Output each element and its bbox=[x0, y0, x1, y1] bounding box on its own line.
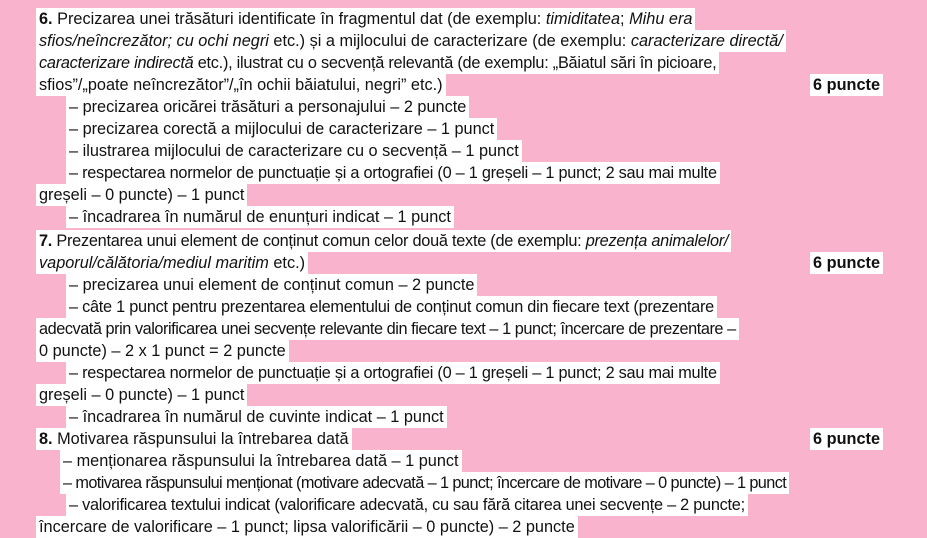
item7-criterion-cont: 0 puncte) – 2 x 1 punct = 2 puncte bbox=[36, 340, 883, 362]
item8-criterion: – menționarea răspunsului la întrebarea dată – 1 punct bbox=[60, 450, 883, 472]
item7-line2: vaporul/călătoria/mediul maritim etc.) 6 puncte bbox=[36, 252, 883, 274]
item7-criterion-cont: adecvată prin valorificarea unei secvențe relevante din fiecare text – 1 punct; încercare de prezentare – bbox=[36, 318, 883, 340]
item6-line3 bbox=[36, 52, 883, 74]
item6-criterion-cont: greșeli – 0 puncte) – 1 punct bbox=[36, 184, 883, 206]
item8-intro: Motivarea răspunsului la întrebarea dată bbox=[57, 430, 349, 448]
item7-example-b: vaporul/călătoria/mediul maritim bbox=[39, 254, 269, 272]
item7-criterion: – încadrarea în numărul de cuvinte indicat – 1 punct bbox=[66, 406, 883, 428]
item6-criterion: – precizarea corectă a mijlocului de caracterizare – 1 punct bbox=[66, 118, 883, 140]
item6-example-trait-1: timiditatea bbox=[545, 10, 621, 28]
item7-criterion-cont: greșeli – 0 puncte) – 1 punct bbox=[36, 384, 883, 406]
item7-example-a: prezența animalelor/ bbox=[585, 232, 729, 250]
item7-intro: Prezentarea unui element de conținut comun celor două texte (de exemplu: bbox=[56, 232, 582, 250]
item8-criterion: – motivarea răspunsului menționat (motivare adecvată – 1 punct; încercare de motivare – 0 puncte) – 1 punct bbox=[60, 472, 883, 494]
item6-points: 6 puncte bbox=[810, 74, 883, 96]
item6-criterion: – precizarea oricărei trăsături a personajului – 2 puncte bbox=[66, 96, 883, 118]
item6-line4 bbox=[36, 74, 883, 96]
item8-criterion-cont: încercare de valorificare – 1 punct; lipsa valorificării – 0 puncte) – 2 puncte bbox=[36, 516, 883, 538]
item6-example-trait-2a: Mihu era bbox=[629, 10, 693, 28]
item6-example-trait-2b: sfios/neîncrezător; cu ochi negri bbox=[39, 32, 269, 50]
item6-example-char-a: caracterizare directă/ bbox=[630, 32, 783, 50]
item6-line2 bbox=[36, 30, 883, 52]
item7-line1 bbox=[36, 230, 883, 252]
item6-criterion: – ilustrarea mijlocului de caracterizare cu o secvență – 1 punct bbox=[66, 140, 883, 162]
item7-criterion: – câte 1 punct pentru prezentarea elementului de conținut comun din fiecare text (prezentare bbox=[66, 296, 883, 318]
item8-number: 8. bbox=[39, 430, 53, 448]
item7-criterion: – precizarea unui element de conținut comun – 2 puncte bbox=[66, 274, 883, 296]
item8-criterion: – valorificarea textului indicat (valorificare adecvată, cu sau fără citarea unei secvențe – 2 puncte; bbox=[66, 494, 883, 516]
item6-criterion: – respectarea normelor de punctuație și a ortografiei (0 – 1 greșeli – 1 punct; 2 sau mai multe bbox=[66, 162, 883, 184]
item8-line1 bbox=[36, 428, 883, 450]
item6-example-char-b: caracterizare indirectă bbox=[39, 54, 194, 72]
item6-line1: 6. Precizarea unei trăsături identificate în fragmentul dat (de exemplu: timiditatea; Mihu era bbox=[36, 8, 883, 30]
item6-mid2: etc.), ilustrat cu o secvență relevantă (de exemplu: „Băiatul sări în picioare, bbox=[197, 54, 717, 72]
item7-points: 6 puncte bbox=[810, 252, 883, 274]
item6-mid3: sfios”/„poate neîncrezător”/„în ochii băiatului, negri” etc.) bbox=[36, 74, 446, 96]
item7-criterion: – respectarea normelor de punctuație și a ortografiei (0 – 1 greșeli – 1 punct; 2 sau mai multe bbox=[66, 362, 883, 384]
item7-number: 7. bbox=[39, 232, 53, 250]
item8-points: 6 puncte bbox=[810, 428, 883, 450]
item6-intro: Precizarea unei trăsături identificate în fragmentul dat (de exemplu: bbox=[57, 10, 542, 28]
item6-criterion: – încadrarea în numărul de enunțuri indicat – 1 punct bbox=[66, 206, 883, 228]
item6-number: 6. bbox=[39, 10, 53, 28]
item6-mid1: etc.) și a mijlocului de caracterizare (de exemplu: bbox=[273, 32, 627, 50]
